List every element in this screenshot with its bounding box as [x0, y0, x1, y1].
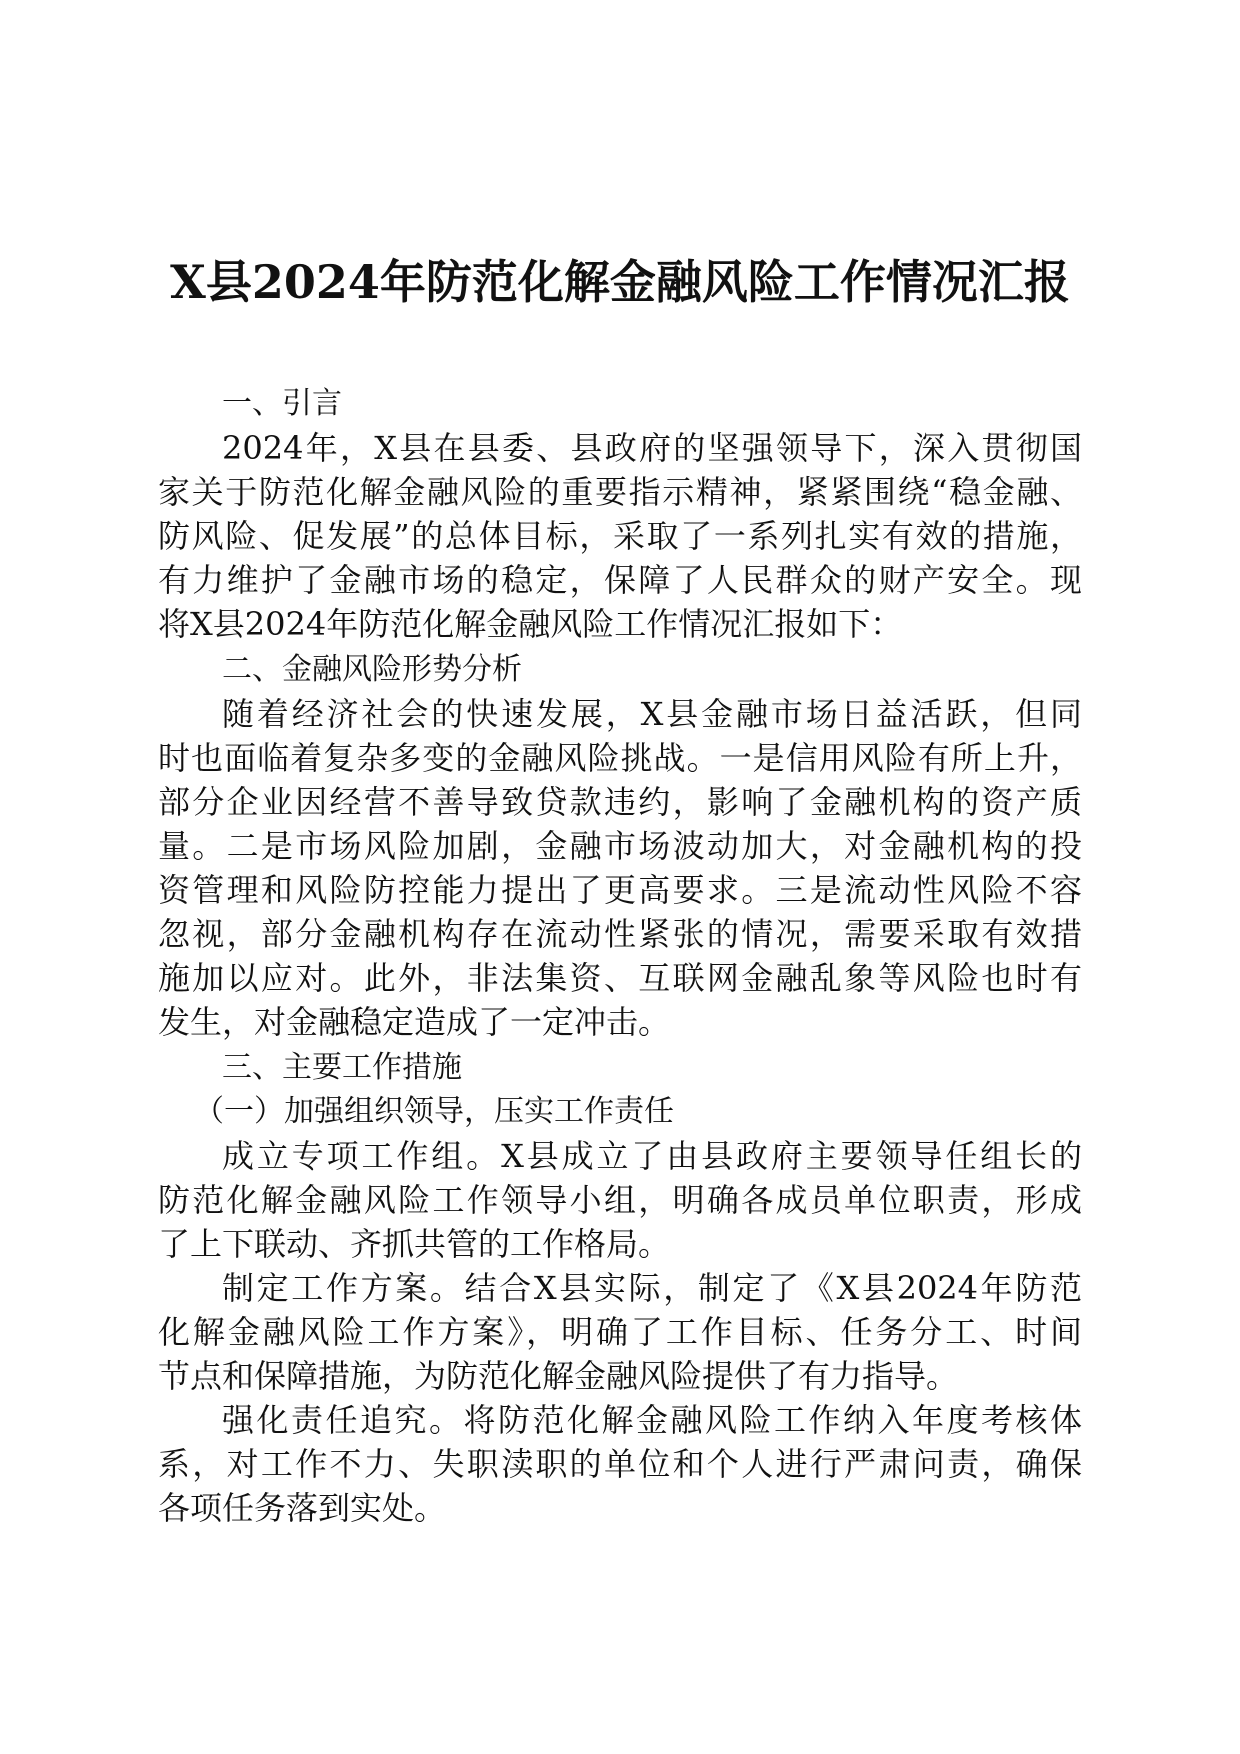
paragraph-line: 有力维护了金融市场的稳定，保障了人民群众的财产安全。现 [158, 561, 1082, 599]
paragraph-line: 化解金融风险工作方案》，明确了工作目标、任务分工、时间 [158, 1313, 1082, 1351]
paragraph-risk-analysis [158, 692, 1082, 1044]
section-heading-main-measures: 三、主要工作措施 [222, 1050, 462, 1085]
paragraph-line: 强化责任追究。将防范化解金融风险工作纳入年度考核体 [222, 1401, 1082, 1439]
paragraph-line: 系，对工作不力、失职渎职的单位和个人进行严肃问责，确保 [158, 1445, 1082, 1483]
document-title: X县2024年防范化解金融风险工作情况汇报 [170, 255, 1070, 309]
paragraph-line: 制定工作方案。结合X县实际，制定了《X县2024年防范 [222, 1269, 1082, 1307]
paragraph-line: 部分企业因经营不善导致贷款违约，影响了金融机构的资产质 [158, 783, 1082, 821]
paragraph-line: 防风险、促发展”的总体目标，采取了一系列扎实有效的措施， [158, 517, 1082, 555]
paragraph-work-plan [158, 1266, 1082, 1398]
paragraph-line: 忽视，部分金融机构存在流动性紧张的情况，需要采取有效措 [158, 915, 1082, 953]
paragraph-intro [158, 426, 1082, 646]
paragraph-line: 防范化解金融风险工作领导小组，明确各成员单位职责，形成 [158, 1181, 1082, 1219]
paragraph-line: 家关于防范化解金融风险的重要指示精神，紧紧围绕“稳金融、 [158, 473, 1082, 511]
paragraph-line: 2024年，X县在县委、县政府的坚强领导下，深入贯彻国 [222, 429, 1082, 467]
paragraph-line: 成立专项工作组。X县成立了由县政府主要领导任组长的 [222, 1137, 1082, 1175]
paragraph-line: 施加以应对。此外，非法集资、互联网金融乱象等风险也时有 [158, 959, 1082, 997]
paragraph-line: 了上下联动、齐抓共管的工作格局。 [158, 1225, 671, 1263]
paragraph-line: 将X县2024年防范化解金融风险工作情况汇报如下： [158, 605, 903, 643]
paragraph-working-group [158, 1134, 1082, 1266]
paragraph-line: 发生，对金融稳定造成了一定冲击。 [158, 1003, 671, 1041]
paragraph-line: 时也面临着复杂多变的金融风险挑战。一是信用风险有所上升， [158, 739, 1082, 777]
paragraph-line: 各项任务落到实处。 [158, 1489, 447, 1527]
paragraph-line: 随着经济社会的快速发展，X县金融市场日益活跃，但同 [222, 695, 1082, 733]
paragraph-line: 节点和保障措施，为防范化解金融风险提供了有力指导。 [158, 1357, 959, 1395]
paragraph-line: 量。二是市场风险加剧，金融市场波动加大，对金融机构的投 [158, 827, 1082, 865]
document-body [158, 382, 1082, 1530]
paragraph-accountability [158, 1398, 1082, 1530]
paragraph-line: 资管理和风险防控能力提出了更高要求。三是流动性风险不容 [158, 871, 1082, 909]
subsection-heading: （一）加强组织领导，压实工作责任 [194, 1094, 674, 1129]
section-heading-risk-analysis: 二、金融风险形势分析 [222, 652, 522, 687]
section-heading-intro: 一、引言 [222, 386, 342, 421]
